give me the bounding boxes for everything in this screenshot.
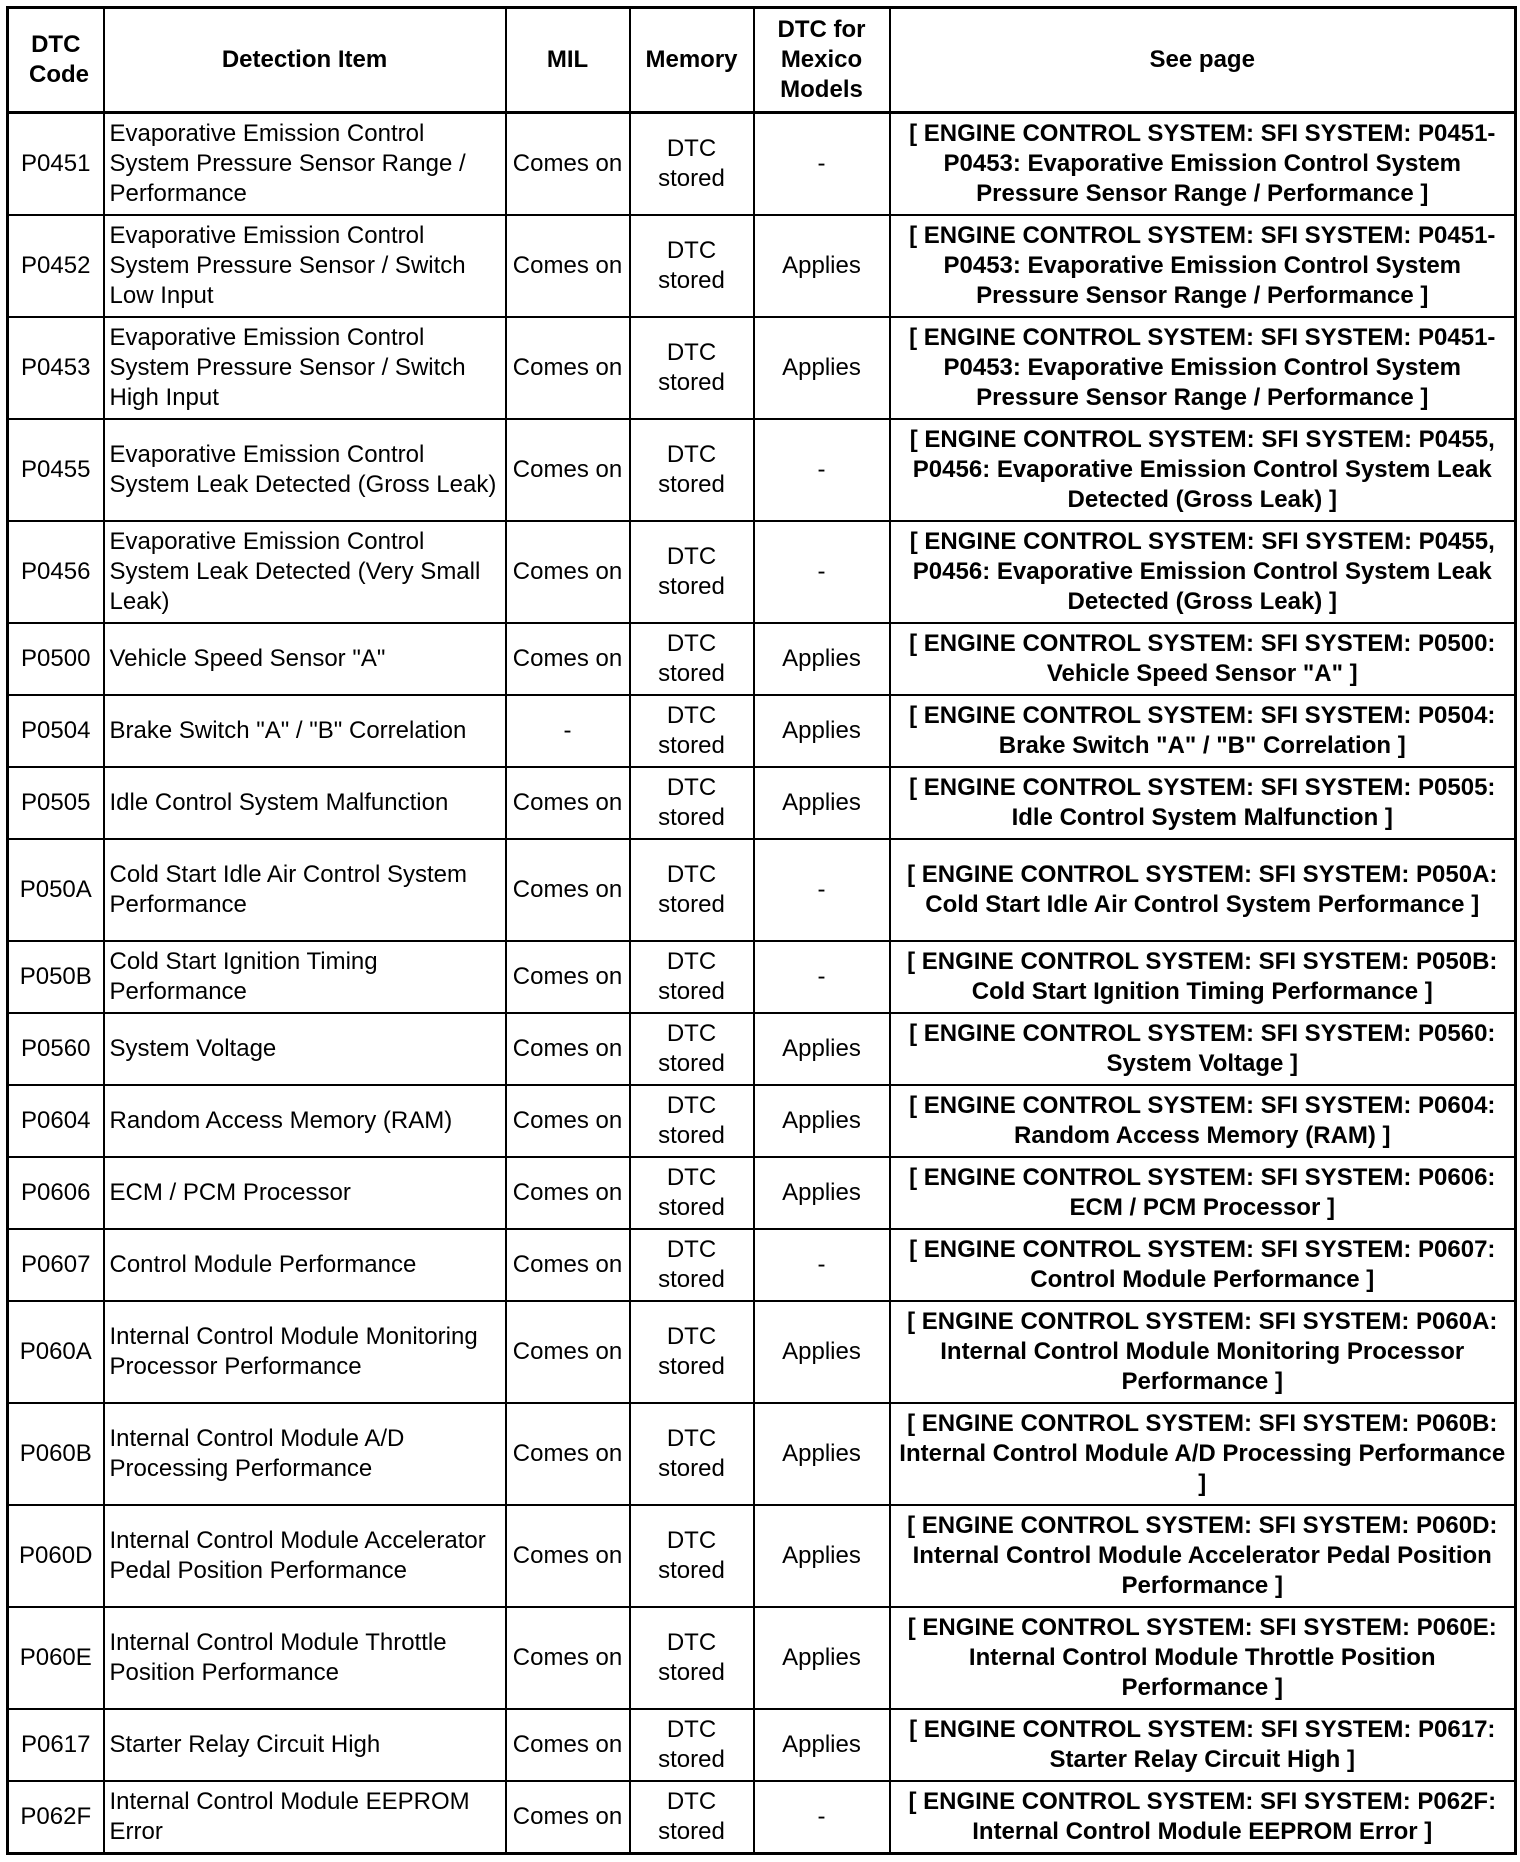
detection-item-cell: Vehicle Speed Sensor "A" [104, 623, 506, 695]
detection-item-cell: Internal Control Module Throttle Position Performance [104, 1607, 506, 1709]
header-detection-item: Detection Item [104, 8, 506, 113]
header-mil: MIL [506, 8, 630, 113]
memory-cell: DTC stored [630, 521, 754, 623]
memory-cell: DTC stored [630, 1505, 754, 1607]
mil-cell: Comes on [506, 1709, 630, 1781]
mil-cell: Comes on [506, 623, 630, 695]
mexico-cell: - [754, 419, 890, 521]
mil-cell: Comes on [506, 1403, 630, 1505]
detection-item-cell: Random Access Memory (RAM) [104, 1085, 506, 1157]
mil-cell: Comes on [506, 1505, 630, 1607]
see-page-link[interactable]: [ ENGINE CONTROL SYSTEM: SFI SYSTEM: P0455, P0456: Evaporative Emission Control System Leak Detected (Gross Leak) ] [890, 521, 1516, 623]
mil-cell: Comes on [506, 1157, 630, 1229]
memory-cell: DTC stored [630, 1301, 754, 1403]
header-row [8, 8, 1516, 113]
mexico-cell: Applies [754, 1085, 890, 1157]
see-page-link[interactable]: [ ENGINE CONTROL SYSTEM: SFI SYSTEM: P060E: Internal Control Module Throttle Position Performance ] [890, 1607, 1516, 1709]
mexico-cell: Applies [754, 317, 890, 419]
header-dtc-code: DTC Code [8, 8, 104, 113]
see-page-link[interactable]: [ ENGINE CONTROL SYSTEM: SFI SYSTEM: P050A: Cold Start Idle Air Control System Performance ] [890, 839, 1516, 941]
mexico-cell: Applies [754, 215, 890, 317]
memory-cell: DTC stored [630, 1781, 754, 1854]
table-row [8, 521, 1516, 623]
mexico-cell: Applies [754, 1157, 890, 1229]
detection-item-cell: Control Module Performance [104, 1229, 506, 1301]
detection-item-cell: Cold Start Ignition Timing Performance [104, 941, 506, 1013]
memory-cell: DTC stored [630, 1229, 754, 1301]
dtc-code-cell: P060A [8, 1301, 104, 1403]
dtc-code-cell: P0505 [8, 767, 104, 839]
mexico-cell: Applies [754, 1301, 890, 1403]
dtc-code-cell: P0604 [8, 1085, 104, 1157]
detection-item-cell: Cold Start Idle Air Control System Performance [104, 839, 506, 941]
see-page-link[interactable]: [ ENGINE CONTROL SYSTEM: SFI SYSTEM: P0505: Idle Control System Malfunction ] [890, 767, 1516, 839]
detection-item-cell: Evaporative Emission Control System Pressure Sensor / Switch Low Input [104, 215, 506, 317]
mil-cell: - [506, 695, 630, 767]
dtc-code-cell: P0606 [8, 1157, 104, 1229]
memory-cell: DTC stored [630, 215, 754, 317]
dtc-table-container [6, 6, 1517, 1855]
dtc-code-cell: P0453 [8, 317, 104, 419]
mexico-cell: - [754, 839, 890, 941]
detection-item-cell: ECM / PCM Processor [104, 1157, 506, 1229]
mexico-cell: Applies [754, 1013, 890, 1085]
see-page-link[interactable]: [ ENGINE CONTROL SYSTEM: SFI SYSTEM: P0617: Starter Relay Circuit High ] [890, 1709, 1516, 1781]
memory-cell: DTC stored [630, 317, 754, 419]
dtc-code-cell: P0607 [8, 1229, 104, 1301]
table-row [8, 1013, 1516, 1085]
see-page-link[interactable]: [ ENGINE CONTROL SYSTEM: SFI SYSTEM: P0451-P0453: Evaporative Emission Control System Pressure Sensor Range / Performance ] [890, 215, 1516, 317]
table-row [8, 1157, 1516, 1229]
dtc-code-cell: P0500 [8, 623, 104, 695]
table-row [8, 767, 1516, 839]
see-page-link[interactable]: [ ENGINE CONTROL SYSTEM: SFI SYSTEM: P0604: Random Access Memory (RAM) ] [890, 1085, 1516, 1157]
mexico-cell: - [754, 1781, 890, 1854]
see-page-link[interactable]: [ ENGINE CONTROL SYSTEM: SFI SYSTEM: P0451-P0453: Evaporative Emission Control System Pressure Sensor Range / Performance ] [890, 113, 1516, 216]
dtc-code-cell: P0452 [8, 215, 104, 317]
dtc-code-cell: P0455 [8, 419, 104, 521]
mil-cell: Comes on [506, 419, 630, 521]
mil-cell: Comes on [506, 1229, 630, 1301]
memory-cell: DTC stored [630, 113, 754, 216]
detection-item-cell: Brake Switch "A" / "B" Correlation [104, 695, 506, 767]
detection-item-cell: Evaporative Emission Control System Leak Detected (Gross Leak) [104, 419, 506, 521]
table-row [8, 317, 1516, 419]
see-page-link[interactable]: [ ENGINE CONTROL SYSTEM: SFI SYSTEM: P0606: ECM / PCM Processor ] [890, 1157, 1516, 1229]
dtc-code-cell: P0560 [8, 1013, 104, 1085]
header-memory: Memory [630, 8, 754, 113]
dtc-code-cell: P0456 [8, 521, 104, 623]
mil-cell: Comes on [506, 113, 630, 216]
mexico-cell: Applies [754, 623, 890, 695]
mexico-cell: - [754, 113, 890, 216]
dtc-code-cell: P050A [8, 839, 104, 941]
dtc-code-cell: P060B [8, 1403, 104, 1505]
header-see-page: See page [890, 8, 1516, 113]
mil-cell: Comes on [506, 839, 630, 941]
mexico-cell: Applies [754, 1505, 890, 1607]
mexico-cell: Applies [754, 695, 890, 767]
memory-cell: DTC stored [630, 1013, 754, 1085]
mil-cell: Comes on [506, 1085, 630, 1157]
detection-item-cell: Idle Control System Malfunction [104, 767, 506, 839]
memory-cell: DTC stored [630, 1709, 754, 1781]
memory-cell: DTC stored [630, 1157, 754, 1229]
table-row [8, 1505, 1516, 1607]
table-row [8, 1301, 1516, 1403]
table-body [8, 113, 1516, 1854]
table-row [8, 695, 1516, 767]
memory-cell: DTC stored [630, 1403, 754, 1505]
dtc-code-cell: P060D [8, 1505, 104, 1607]
detection-item-cell: Internal Control Module EEPROM Error [104, 1781, 506, 1854]
table-row [8, 1403, 1516, 1505]
detection-item-cell: Internal Control Module Accelerator Pedal Position Performance [104, 1505, 506, 1607]
table-row [8, 623, 1516, 695]
detection-item-cell: Evaporative Emission Control System Pressure Sensor / Switch High Input [104, 317, 506, 419]
dtc-code-cell: P0617 [8, 1709, 104, 1781]
see-page-link[interactable]: [ ENGINE CONTROL SYSTEM: SFI SYSTEM: P060D: Internal Control Module Accelerator Pedal Position Performance ] [890, 1505, 1516, 1607]
see-page-link[interactable]: [ ENGINE CONTROL SYSTEM: SFI SYSTEM: P0504: Brake Switch "A" / "B" Correlation ] [890, 695, 1516, 767]
mil-cell: Comes on [506, 1013, 630, 1085]
see-page-link[interactable]: [ ENGINE CONTROL SYSTEM: SFI SYSTEM: P060B: Internal Control Module A/D Processing Performance ] [890, 1403, 1516, 1505]
see-page-link[interactable]: [ ENGINE CONTROL SYSTEM: SFI SYSTEM: P0451-P0453: Evaporative Emission Control System Pressure Sensor Range / Performance ] [890, 317, 1516, 419]
detection-item-cell: Starter Relay Circuit High [104, 1709, 506, 1781]
table-row [8, 1709, 1516, 1781]
mil-cell: Comes on [506, 317, 630, 419]
see-page-link[interactable]: [ ENGINE CONTROL SYSTEM: SFI SYSTEM: P0607: Control Module Performance ] [890, 1229, 1516, 1301]
table-row [8, 113, 1516, 216]
table-row [8, 1607, 1516, 1709]
see-page-link[interactable]: [ ENGINE CONTROL SYSTEM: SFI SYSTEM: P050B: Cold Start Ignition Timing Performance ] [890, 941, 1516, 1013]
see-page-link[interactable]: [ ENGINE CONTROL SYSTEM: SFI SYSTEM: P060A: Internal Control Module Monitoring Processor Performance ] [890, 1301, 1516, 1403]
table-row [8, 839, 1516, 941]
detection-item-cell: Evaporative Emission Control System Leak Detected (Very Small Leak) [104, 521, 506, 623]
mil-cell: Comes on [506, 215, 630, 317]
memory-cell: DTC stored [630, 419, 754, 521]
memory-cell: DTC stored [630, 941, 754, 1013]
mil-cell: Comes on [506, 1781, 630, 1854]
memory-cell: DTC stored [630, 1607, 754, 1709]
detection-item-cell: Internal Control Module Monitoring Processor Performance [104, 1301, 506, 1403]
dtc-code-cell: P0451 [8, 113, 104, 216]
see-page-link[interactable]: [ ENGINE CONTROL SYSTEM: SFI SYSTEM: P0455, P0456: Evaporative Emission Control System Leak Detected (Gross Leak) ] [890, 419, 1516, 521]
mil-cell: Comes on [506, 1301, 630, 1403]
detection-item-cell: System Voltage [104, 1013, 506, 1085]
mexico-cell: Applies [754, 1403, 890, 1505]
dtc-code-cell: P060E [8, 1607, 104, 1709]
detection-item-cell: Internal Control Module A/D Processing Performance [104, 1403, 506, 1505]
mil-cell: Comes on [506, 1607, 630, 1709]
mil-cell: Comes on [506, 521, 630, 623]
see-page-link[interactable]: [ ENGINE CONTROL SYSTEM: SFI SYSTEM: P062F: Internal Control Module EEPROM Error ] [890, 1781, 1516, 1854]
header-mexico-models: DTC for Mexico Models [754, 8, 890, 113]
table-row [8, 215, 1516, 317]
mexico-cell: - [754, 1229, 890, 1301]
see-page-link[interactable]: [ ENGINE CONTROL SYSTEM: SFI SYSTEM: P0560: System Voltage ] [890, 1013, 1516, 1085]
table-row [8, 1085, 1516, 1157]
see-page-link[interactable]: [ ENGINE CONTROL SYSTEM: SFI SYSTEM: P0500: Vehicle Speed Sensor "A" ] [890, 623, 1516, 695]
dtc-code-cell: P062F [8, 1781, 104, 1854]
memory-cell: DTC stored [630, 1085, 754, 1157]
memory-cell: DTC stored [630, 767, 754, 839]
mexico-cell: - [754, 941, 890, 1013]
dtc-code-cell: P0504 [8, 695, 104, 767]
detection-item-cell: Evaporative Emission Control System Pressure Sensor Range / Performance [104, 113, 506, 216]
table-row [8, 941, 1516, 1013]
mexico-cell: - [754, 521, 890, 623]
mexico-cell: Applies [754, 767, 890, 839]
table-row [8, 1781, 1516, 1854]
table-row [8, 1229, 1516, 1301]
table-row [8, 419, 1516, 521]
mexico-cell: Applies [754, 1709, 890, 1781]
mil-cell: Comes on [506, 767, 630, 839]
mil-cell: Comes on [506, 941, 630, 1013]
mexico-cell: Applies [754, 1607, 890, 1709]
memory-cell: DTC stored [630, 695, 754, 767]
memory-cell: DTC stored [630, 623, 754, 695]
dtc-code-cell: P050B [8, 941, 104, 1013]
memory-cell: DTC stored [630, 839, 754, 941]
dtc-table [6, 6, 1517, 1855]
